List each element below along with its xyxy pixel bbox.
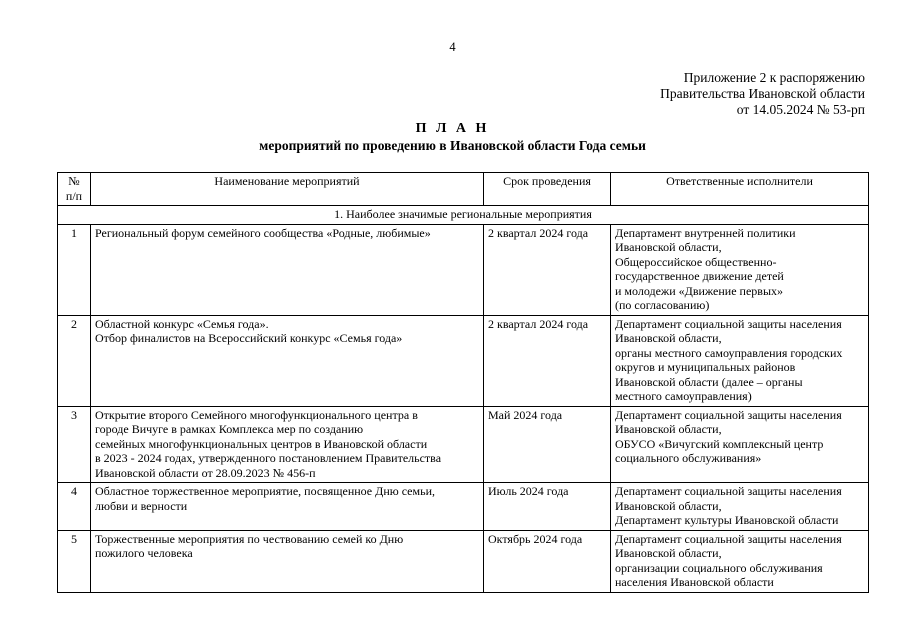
row-responsible-line: Ивановской области,: [615, 331, 722, 345]
row-responsible: [611, 224, 869, 315]
plan-title: П Л А Н: [415, 121, 490, 136]
annex-header: [660, 70, 865, 118]
table-header-row: [58, 173, 869, 206]
annex-line-3: от 14.05.2024 № 53-рп: [736, 102, 865, 117]
row-term: Октябрь 2024 года: [484, 530, 611, 592]
table-row: [58, 483, 869, 531]
table-row: [58, 224, 869, 315]
row-responsible: [611, 315, 869, 406]
row-name-line: Региональный форум семейного сообщества «Родные, любимые»: [95, 225, 431, 240]
row-term: Май 2024 года: [484, 406, 611, 483]
row-name-line: Торжественные мероприятия по чествованию семей ко Дню: [95, 531, 404, 546]
header-num: [58, 173, 91, 206]
annex-line-2: Правительства Ивановской области: [660, 86, 865, 101]
row-responsible: [611, 406, 869, 483]
row-num: 1: [58, 224, 91, 315]
row-responsible-line: государственное движение детей: [615, 269, 784, 283]
row-responsible-line: органы местного самоуправления городских: [615, 345, 843, 360]
row-name-line: Областное торжественное мероприятие, посвященное Дню семьи,: [95, 484, 435, 498]
row-responsible-line: Департамент культуры Ивановской области: [615, 513, 839, 527]
row-responsible-line: Ивановской области,: [615, 422, 722, 436]
row-num: 4: [58, 483, 91, 531]
row-responsible-line: Общероссийское общественно-: [615, 254, 777, 269]
row-responsible-line: Департамент социальной защиты населения: [615, 531, 842, 546]
row-num: 5: [58, 530, 91, 592]
row-name-line: Областной конкурс «Семья года».: [95, 316, 269, 331]
row-name-line: Ивановской области от 28.09.2023 № 456-п: [95, 465, 316, 480]
section-row: [58, 206, 869, 225]
row-responsible-line: Ивановской области,: [615, 240, 722, 254]
row-name: [91, 530, 484, 592]
row-name-line: Отбор финалистов на Всероссийский конкурс «Семья года»: [95, 331, 403, 345]
row-responsible-line: Департамент внутренней политики: [615, 225, 796, 240]
row-name: [91, 406, 484, 483]
row-term: 2 квартал 2024 года: [484, 224, 611, 315]
row-name: [91, 224, 484, 315]
row-name-line: семейных многофункциональных центров в Ивановской области: [95, 436, 428, 451]
row-responsible-line: (по согласованию): [615, 298, 710, 312]
plan-table: [57, 172, 869, 593]
row-name-line: любви и верности: [95, 498, 188, 513]
row-term: Июль 2024 года: [484, 483, 611, 531]
row-num: 3: [58, 406, 91, 483]
row-name-line: Открытие второго Семейного многофункционального центра в: [95, 407, 418, 422]
row-responsible-line: населения Ивановской области: [615, 575, 774, 589]
row-responsible-line: ОБУСО «Вичугский комплексный центр: [615, 436, 824, 451]
row-responsible-line: Ивановской области,: [615, 546, 722, 560]
row-responsible-line: округов и муниципальных районов: [615, 360, 796, 374]
section-title: 1. Наиболее значимые региональные мероприятия: [58, 206, 869, 225]
row-responsible-line: и молодежи «Движение первых»: [615, 283, 784, 298]
row-responsible: [611, 530, 869, 592]
row-responsible-line: Департамент социальной защиты населения: [615, 316, 842, 331]
row-num: 2: [58, 315, 91, 406]
row-responsible-line: Департамент социальной защиты населения: [615, 484, 842, 498]
row-responsible-line: организации социального обслуживания: [615, 560, 823, 575]
annex-line-1: Приложение 2 к распоряжению: [683, 70, 865, 85]
header-term: Срок проведения: [484, 173, 611, 206]
plan-subtitle: мероприятий по проведению в Ивановской области Года семьи: [259, 138, 646, 153]
row-responsible-line: Ивановской области,: [615, 498, 722, 513]
row-responsible: [611, 483, 869, 531]
row-name-line: в 2023 - 2024 годах, утвержденного постановлением Правительства: [95, 451, 442, 465]
row-name-line: городе Вичуге в рамках Комплекса мер по созданию: [95, 422, 364, 436]
row-name: [91, 315, 484, 406]
row-responsible-line: Ивановской области (далее – органы: [615, 374, 803, 389]
page-number: 4: [449, 40, 456, 54]
row-name-line: пожилого человека: [95, 546, 193, 560]
row-name: [91, 483, 484, 531]
table-row: [58, 530, 869, 592]
row-term: 2 квартал 2024 года: [484, 315, 611, 406]
header-responsible: Ответственные исполнители: [611, 173, 869, 206]
table-row: [58, 315, 869, 406]
header-num-line1: №: [68, 174, 80, 188]
header-num-line2: п/п: [65, 188, 83, 203]
header-name: Наименование мероприятий: [91, 173, 484, 206]
row-responsible-line: местного самоуправления): [615, 389, 752, 403]
table-row: [58, 406, 869, 483]
row-responsible-line: социального обслуживания»: [615, 451, 762, 465]
row-responsible-line: Департамент социальной защиты населения: [615, 407, 842, 422]
